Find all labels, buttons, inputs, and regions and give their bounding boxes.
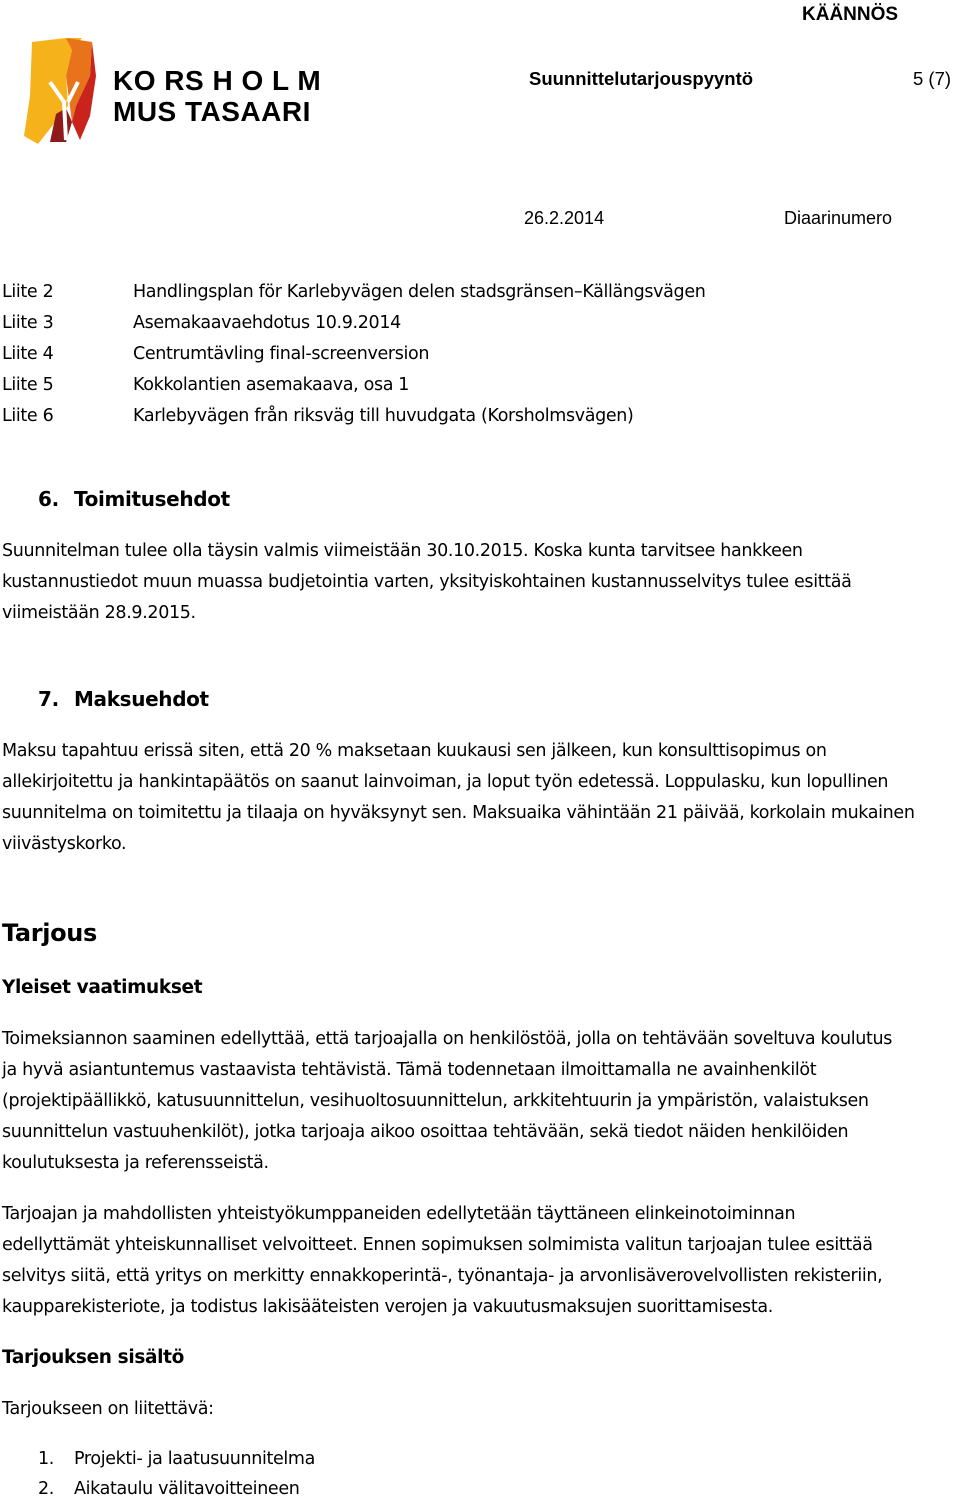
paragraph-line: ja hyvä asiantuntemus vastaavista tehtävistä. Tämä todennetaan ilmoittamalla ne avainhenkilöt: [2, 1060, 817, 1080]
attachment-row: [2, 313, 902, 337]
page-number: 5 (7): [913, 68, 952, 89]
attachment-description: Handlingsplan för Karlebyvägen delen stadsgränsen–Källängsvägen: [133, 282, 706, 302]
section-title: Toimitusehdot: [74, 487, 230, 511]
list-item-number: 2.: [38, 1479, 54, 1499]
section-number: 7.: [38, 687, 59, 711]
paragraph-line: Tarjoajan ja mahdollisten yhteistyökumppaneiden edellytetään täyttäneen elinkeinotoiminnan: [2, 1204, 796, 1224]
paragraph-line: viivästyskorko.: [2, 834, 127, 854]
logo-name-swedish: MUS TASAARI: [113, 96, 311, 127]
paragraph-line: suunnittelun vastuuhenkilöt), jotka tarjoaja aikoo osoittaa tehtävään, sekä tiedot näiden henkilöiden: [2, 1122, 849, 1142]
document-title: Suunnittelutarjouspyyntö: [529, 68, 754, 89]
general-requirements-paragraph: [2, 1024, 960, 1179]
section-heading-delivery-terms: [38, 487, 230, 511]
obligations-paragraph: [2, 1199, 960, 1323]
attachment-label: Liite 3: [2, 313, 54, 333]
logo-name-finnish: KO RS H O L M: [113, 65, 322, 96]
attachment-row: [2, 375, 902, 399]
section-title: Maksuehdot: [74, 687, 209, 711]
offer-heading: Tarjous: [2, 919, 97, 947]
paragraph-line: edellyttämät yhteiskunnalliset velvoitteet. Ennen sopimuksen solmimista valitun tarjoajan tulee esittää: [2, 1235, 873, 1255]
attach-intro-text: Tarjoukseen on liitettävä:: [2, 1399, 214, 1419]
paragraph-line: koulutuksesta ja referensseistä.: [2, 1153, 269, 1173]
translation-stamp: KÄÄNNÖS: [802, 4, 899, 25]
attachment-description: Karlebyvägen från riksväg till huvudgata (Korsholmsvägen): [133, 406, 634, 426]
municipality-logo: [20, 36, 320, 148]
attachment-row: [2, 344, 902, 368]
attachment-description: Asemakaavaehdotus 10.9.2014: [133, 313, 401, 333]
delivery-terms-paragraph: [2, 536, 960, 629]
attachment-label: Liite 5: [2, 375, 54, 395]
attachment-description: Centrumtävling final-screenversion: [133, 344, 430, 364]
paragraph-line: viimeistään 28.9.2015.: [2, 603, 196, 623]
section-heading-payment-terms: [38, 687, 209, 711]
diary-number: Diaarinumero: [784, 208, 893, 228]
paragraph-line: kustannustiedot muun muassa budjetointia varten, yksityiskohtainen kustannusselvitys tulee esittää: [2, 572, 852, 592]
attachment-label: Liite 6: [2, 406, 54, 426]
attachment-label: Liite 2: [2, 282, 54, 302]
attachment-row: [2, 406, 902, 430]
attachment-description: Kokkolantien asemakaava, osa 1: [133, 375, 410, 395]
list-item: [38, 1449, 315, 1469]
logo-emblem-icon: [20, 36, 112, 146]
list-item-number: 1.: [38, 1449, 54, 1469]
paragraph-line: Suunnitelman tulee olla täysin valmis viimeistään 30.10.2015. Koska kunta tarvitsee hankkeen: [2, 541, 803, 561]
paragraph-line: suunnitelma on toimitettu ja tilaaja on hyväksynyt sen. Maksuaika vähintään 21 päivää, korkolain mukainen: [2, 803, 915, 823]
payment-terms-paragraph: [2, 736, 960, 860]
paragraph-line: kaupparekisteriote, ja todistus lakisääteisten verojen ja vakuutusmaksujen suorittamisesta.: [2, 1297, 773, 1317]
list-item: [38, 1479, 300, 1499]
attachment-row: [2, 282, 902, 306]
paragraph-line: selvitys siitä, että yritys on merkitty ennakkoperintä-, työnantaja- ja arvonlisäverovelvollisten rekisteriin,: [2, 1266, 883, 1286]
paragraph-line: Toimeksiannon saaminen edellyttää, että tarjoajalla on henkilöstöä, jolla on tehtävään soveltuva koulutus: [2, 1029, 893, 1049]
paragraph-line: (projektipäällikkö, katusuunnittelun, vesihuoltosuunnittelun, arkkitehtuurin ja ympäristön, valaistuksen: [2, 1091, 869, 1111]
general-requirements-heading: Yleiset vaatimukset: [2, 977, 203, 998]
offer-content-heading: Tarjouksen sisältö: [2, 1347, 184, 1368]
attachment-label: Liite 4: [2, 344, 54, 364]
paragraph-line: allekirjoitettu ja hankintapäätös on saanut lainvoiman, ja loput työn edetessä. Loppulasku, kun lopullinen: [2, 772, 889, 792]
list-item-text: Projekti- ja laatusuunnitelma: [74, 1449, 315, 1469]
section-number: 6.: [38, 487, 59, 511]
paragraph-line: Maksu tapahtuu erissä siten, että 20 % maksetaan kuukausi sen jälkeen, kun konsulttisopimus on: [2, 741, 827, 761]
document-date: 26.2.2014: [524, 208, 605, 228]
list-item-text: Aikataulu välitavoitteineen: [74, 1479, 300, 1499]
